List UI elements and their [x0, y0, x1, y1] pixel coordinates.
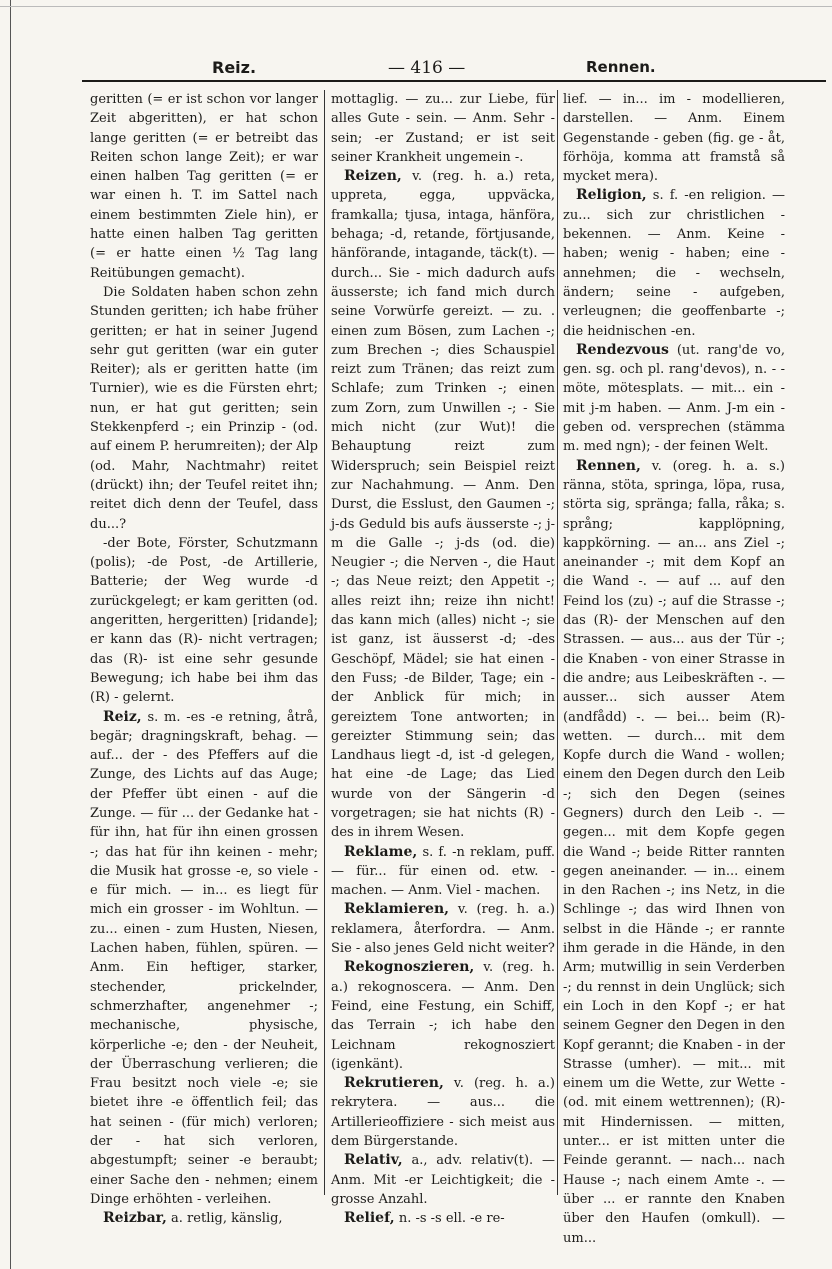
column-divider — [557, 90, 558, 1195]
paragraph: lief. — in... im - modellieren, darstellen. — Anm. Einem Gegenstande - geben (fig. ge - åt, förhöja, komma att framstå så mycket mera). — [563, 92, 785, 185]
column-2 — [331, 90, 555, 1225]
page-edge — [10, 0, 11, 1269]
entry-relief — [331, 1209, 555, 1228]
entry-reklamieren — [331, 900, 555, 958]
headword: Reklamieren, — [344, 901, 450, 918]
page-number: — 416 — — [388, 58, 466, 78]
headword: Rekrutieren, — [344, 1075, 444, 1092]
entry-body: v. (reg. h. a.) reklamera, återfordra. — Anm. Sie - also jenes Geld nicht weiter? — [331, 902, 555, 957]
entry-rennen — [563, 457, 785, 1248]
entry-body: v. (reg. h. a.) rekrytera. — aus... die Artillerieoffiziere - sich meist aus dem Bürgerstande. — [331, 1076, 555, 1150]
paragraph: Die Soldaten haben schon zehn Stunden geritten; ich habe früher geritten; er hat in seiner Jugend sehr gut geritten (war ein guter Reiter); als er geritten hatte (im Turnier), wie es die Fürsten ehrt; nun, er hat gut geritten; sein Stekkenpferd -; ein Prinzip - (od. auf einem P. herumreiten); der Alp (od. Mahr, Nachtmahr) reitet (drückt) ihn; der Teufel reitet ihn; reitet dich denn der Teufel, dass du...? — [90, 284, 318, 532]
column-1 — [90, 90, 318, 1225]
headword: Relief, — [344, 1210, 395, 1227]
page-top-edge — [0, 6, 832, 7]
entry-religion — [563, 186, 785, 340]
header-rule — [82, 80, 826, 82]
entry-body: a. retlig, känslig, — [171, 1211, 283, 1227]
entry-rendezvous — [563, 341, 785, 457]
headword: Rennen, — [576, 457, 641, 474]
headword: Rekognoszieren, — [344, 959, 475, 976]
entry-reizen — [331, 167, 555, 842]
entry-body: v. (reg. h. a.) reta, uppreta, egga, uppväcka, framkalla; tjusa, intaga, hänföra, behaga; -d, retande, förtjusande, hänförande, intagande, täck(t). — durch... Sie - mich dadurch aufs äusserste; ich fand mich durch seine Vorwürfe gereizt. — zu. . einen zum Bösen, zum Lachen -; zum Brechen -; dies Schauspiel reizt zum Tränen; das reizt zum Schlafe; zum Trinken -; einen zum Zorn, zum Unwillen -; - Sie mich nicht (zur Wut)! die Behauptung reizt zum Widerspruch; sein Beispiel reizt zur Nachahmung. — Anm. Den Durst, die Esslust, den Gaumen -; j-ds Geduld bis aufs äusserste -; j-m die Galle -; j-ds (od. die) Neugier -; die Nerven -, die Haut -; das Neue reizt; den Appetit -; alles reizt ihn; reize ihn nicht! das kann mich (alles) nicht -; sie ist ganz, ist äusserst -d; -des Geschöpf, Mädel; sie hat einen -den Fuss; -de Bilder, Tage; ein -der Anblick für mich; in gereiztem Tone antworten; in gereizter Stimmung sein; das Landhaus liegt -d, ist -d gelegen, hat eine -de Lage; das Lied wurde von der Sängerin -d vorgetragen; sie hat nichts (R) -des in ihrem Wesen. — [331, 169, 555, 841]
headword: Reiz, — [103, 708, 142, 725]
page-header — [80, 58, 822, 82]
header-left-keyword: Reiz. — [212, 58, 257, 77]
entry-body: (ut. rang'de vo, gen. sg. och pl. rang'devos), n. - - möte, mötesplats. — mit... ein - mit j-m haben. — Anm. J-m ein - geben od. versprechen (stämma m. med ngn); - der feinen Welt. — [563, 342, 785, 455]
entry-body: s. f. -en religion. — zu... sich zur christlichen - bekennen. — Anm. Keine - haben; wenig - haben; eine - annehmen; die - wechseln, ändern; seine - aufgeben, verleugnen; die geoffenbarte -; die heidnischen -en. — [563, 188, 785, 339]
entry-body: n. -s -s ell. -e re- — [398, 1211, 505, 1227]
headword: Reizbar, — [103, 1210, 167, 1227]
headword: Rendezvous — [576, 341, 669, 358]
entry-body: v. (reg. h. a.) rekognoscera. — Anm. Den Feind, eine Festung, ein Schiff, das Terrain -; ich habe den Leichnam rekognosziert (igenkänt). — [331, 960, 555, 1072]
entry-reizbar — [90, 1209, 318, 1228]
entry-reiz — [90, 708, 318, 1210]
paragraph: mottaglig. — zu... zur Liebe, für alles Gute - sein. — Anm. Sehr - sein; -er Zustand; er ist seit seiner Krankheit ungemein -. — [331, 92, 555, 165]
entry-body: v. (oreg. h. a. s.) ränna, stöta, springa, löpa, rusa, störta sig, spränga; falla, råka; s. språng; kapplöpning, kappkörning. — an... ans Ziel -; aneinander -; mit dem Kopf an die Wand -. — auf ... auf den Feind los (zu) -; auf die Strasse -; das (R)- der Menschen auf den Strassen. — aus... aus der Tür -; die Knaben - von einer Strasse in die andre; aus Leibeskräften -. — ausser... sich ausser Atem (andfådd) -. — bei... beim (R)- wetten. — durch... mit dem Kopfe durch die Wand - wollen; einem den Degen durch den Leib -; sich den Degen (seines Gegners) durch den Leib -. — gegen... mit dem Kopfe gegen die Wand -; beide Ritter rannten gegen aneinander. — in... einem in den Rachen -; ins Netz, in die Schlinge -; das wird Ihnen von selbst in die Hände -; er rannte ihm gerade in die Hände, in den Arm; mutwillig in sein Verderben -; du rennst in dein Unglück; sich ein Loch in den Kopf -; er hat seinem Gegner den Degen in den Kopf gerannt; die Knaben - in der Strasse (umher). — mit... mit einem um die Wette, zur Wette - (od. mit einem wettrennen); (R)- mit Hindernissen. — mitten, unter... er ist mitten unter die Feinde gerannt. — nach... nach Hause -; nach einem Amte -. — über ... er rannte den Knaben über den Haufen (omkull). — um... — [563, 458, 785, 1246]
headword: Reizen, — [344, 168, 402, 185]
header-right-keyword: Rennen. — [586, 58, 656, 76]
entry-reklame — [331, 843, 555, 901]
headword: Religion, — [576, 187, 647, 204]
headword: Reklame, — [344, 843, 418, 860]
paragraph: -der Bote, Förster, Schutzmann (polis); -de Post, -de Artillerie, Batterie; der Weg wurde -d zurückgelegt; er kam geritten (od. angeritten, hergeritten) [ridande]; er kann das (R)- nicht vertragen; das (R)- ist eine sehr gesunde Bewegung; ich habe bei ihm das (R) - gelernt. — [90, 535, 318, 706]
entry-rekognoszieren — [331, 958, 555, 1074]
entry-rekrutieren — [331, 1074, 555, 1151]
headword: Relativ, — [344, 1152, 403, 1169]
column-3 — [563, 90, 785, 1246]
entry-body: a., adv. relativ(t). — Anm. Mit -er Leichtigkeit; die - grosse Anzahl. — [331, 1153, 555, 1207]
paragraph: geritten (= er ist schon vor langer Zeit abgeritten), er hat schon lange geritten (= er betreibt das Reiten schon lange Zeit); er war einen halben Tag geritten (= er war einen h. T. im Sattel nach einem bestimmten Ziele hin), er hatte einen halben Tag geritten (= er hatte einen ½ Tag lang Reitübungen gemacht). — [90, 92, 318, 281]
entry-body: s. m. -es -e retning, åtrå, begär; dragningskraft, behag. — auf... der - des Pfeffers auf die Zunge, des Lichts auf das Auge; der Pfeffer übt einen - auf die Zunge. — für ... der Gedanke hat - für ihn, hat für ihn einen grossen -; das hat für ihn keinen - mehr; die Musik hat grosse -e, so viele -e für mich. — in... es liegt für mich ein grosser - im Wohltun. — zu... einen - zum Husten, Niesen, Lachen haben, fühlen, spüren. — Anm. Ein heftiger, starker, stechender, prickelnder, schmerzhafter, angenehmer -; mechanische, physische, körperliche -e; den - der Neuheit, der Überraschung verlieren; die Frau besitzt noch viele -e; sie bietet ihre -e öffentlich feil; das hat seinen - (für mich) verloren; der - hat sich verloren, abgestumpft; seiner -e beraubt; einer Sache den - nehmen; einem Dinge erhöhten - verleihen. — [90, 709, 318, 1207]
entry-body: s. f. -n reklam, puff. — für... für einen od. etw. - machen. — Anm. Viel - machen. — [331, 844, 555, 899]
entry-relativ — [331, 1151, 555, 1209]
column-divider — [324, 90, 325, 1195]
